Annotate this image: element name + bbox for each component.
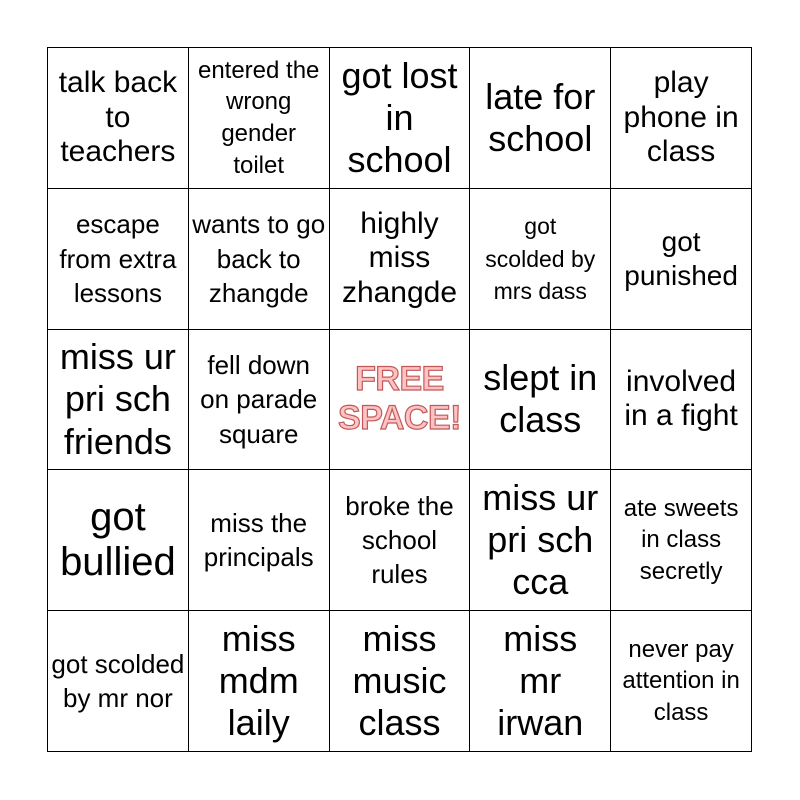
bingo-cell[interactable] [189, 611, 330, 752]
cell-text: play phone in class [623, 66, 739, 169]
cell-text: miss ur pri sch friends [59, 336, 176, 462]
bingo-cell[interactable] [189, 189, 330, 330]
cell-text: broke the school rules [345, 490, 454, 590]
cell-text: got punished [624, 226, 738, 291]
cell-text: involved in a fight [624, 364, 738, 433]
free-space-cell[interactable] [330, 330, 471, 471]
cell-text: got scolded by mr nor [51, 648, 185, 714]
bingo-board [47, 47, 752, 752]
bingo-cell[interactable] [48, 611, 189, 752]
cell-text: entered the wrong gender toilet [197, 56, 320, 179]
cell-text: got lost in school [341, 54, 458, 180]
cell-text: highly miss zhangde [341, 206, 458, 309]
cell-text: never pay attention in class [622, 635, 740, 726]
cell-text: escape from extra lessons [59, 209, 177, 308]
cell-text: miss ur pri sch cca [482, 477, 599, 603]
cell-text: miss music class [352, 617, 447, 744]
bingo-cell[interactable] [611, 48, 752, 189]
bingo-cell[interactable] [330, 611, 471, 752]
bingo-cell[interactable] [611, 470, 752, 611]
bingo-cell[interactable] [470, 611, 611, 752]
cell-text: got bullied [60, 495, 176, 585]
free-space-text: FREE SPACE! [338, 360, 461, 438]
cell-text: got scolded by mrs dass [485, 213, 596, 304]
bingo-cell[interactable] [330, 470, 471, 611]
cell-text: wants to go back to zhangde [192, 209, 326, 308]
bingo-cell[interactable] [330, 189, 471, 330]
bingo-cell[interactable] [470, 470, 611, 611]
bingo-cell[interactable] [48, 189, 189, 330]
bingo-cell[interactable] [470, 189, 611, 330]
bingo-cell[interactable] [470, 330, 611, 471]
cell-text: late for school [485, 75, 596, 159]
cell-text: talk back to teachers [58, 66, 178, 169]
bingo-cell[interactable] [48, 48, 189, 189]
cell-text: ate sweets in class secretly [623, 494, 739, 586]
cell-text: fell down on parade square [200, 350, 318, 449]
bingo-cell[interactable] [611, 189, 752, 330]
bingo-cell[interactable] [611, 611, 752, 752]
bingo-cell[interactable] [189, 48, 330, 189]
bingo-cell[interactable] [48, 470, 189, 611]
cell-text: slept in class [483, 357, 598, 441]
cell-text: miss mdm laily [218, 617, 299, 744]
bingo-cell[interactable] [470, 48, 611, 189]
bingo-cell[interactable] [189, 330, 330, 471]
bingo-cell[interactable] [48, 330, 189, 471]
cell-text: miss the principals [203, 507, 314, 573]
bingo-cell[interactable] [611, 330, 752, 471]
bingo-cell[interactable] [330, 48, 471, 189]
bingo-cell[interactable] [189, 470, 330, 611]
cell-text: miss mr irwan [497, 617, 584, 744]
